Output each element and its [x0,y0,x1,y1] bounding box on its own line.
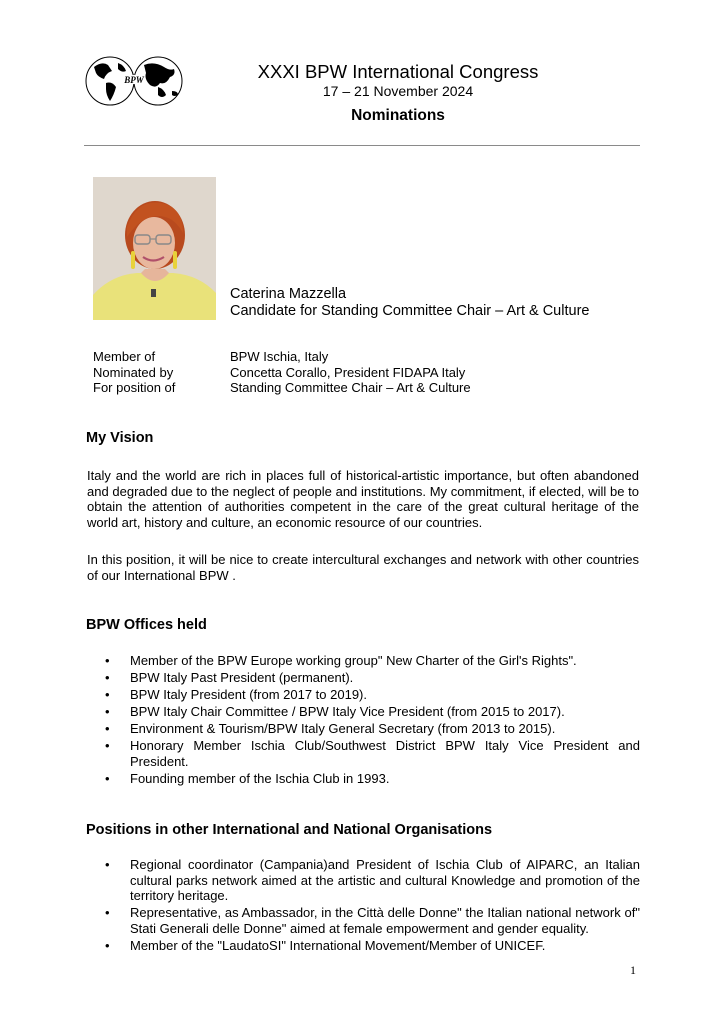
vision-heading: My Vision [86,430,154,446]
bullet: • [105,670,110,685]
list-item: • Founding member of the Ischia Club in 1993. [105,770,390,786]
offices-heading: BPW Offices held [86,617,207,633]
bullet: • [105,857,110,872]
header-divider [84,145,640,146]
candidate-name: Caterina Mazzella [230,286,347,302]
for-position-label: For position of [93,380,176,395]
bpw-globe-logo [84,55,184,107]
bullet: • [105,905,110,920]
bullet: • [105,937,110,953]
bullet: • [105,770,110,786]
list-item: • Regional coordinator (Campania)and President of Ischia Club of AIPARC, an Italian cultural parks network aimed at the artistic and cultural Knowledge and promotion of the territory heritage. [105,857,640,903]
congress-title: XXXI BPW International Congress [257,61,539,82]
for-position-value: Standing Committee Chair – Art & Culture [230,380,471,395]
bullet: • [105,653,110,668]
candidate-position: Candidate for Standing Committee Chair – Art & Culture [230,303,590,319]
vision-paragraph-1: Italy and the world are rich in places full of historical-artistic importance, but often abandoned and degraded due to the neglect of people and institutions. My commitment, if elected, will be to obtain the attention of authorities competent in the care of the great cultural heritage of the world art, history and culture, an economic resource of our countries. [87,468,639,530]
list-item: • BPW Italy President (from 2017 to 2019). [105,687,367,702]
page-number: 1 [630,963,636,977]
congress-dates: 17 – 21 November 2024 [322,83,474,99]
bullet: • [105,687,110,702]
list-item: • Honorary Member Ischia Club/Southwest District BPW Italy Vice President and President. [105,738,640,769]
svg-text:BPW: BPW [124,75,144,85]
positions-list [104,857,640,955]
nominated-by-value: Concetta Corallo, President FIDAPA Italy [230,365,466,380]
nominated-by-label: Nominated by [93,365,174,380]
offices-list [104,653,640,788]
bullet: • [105,738,110,753]
list-item: • Member of the "LaudatoSI" International Movement/Member of UNICEF. [105,937,546,953]
member-of-value: BPW Ischia, Italy [230,349,329,364]
section-title: Nominations [351,107,445,124]
vision-paragraph-2: In this position, it will be nice to create intercultural exchanges and network with other countries of our International BPW . [87,552,639,583]
list-item: • BPW Italy Chair Committee / BPW Italy Vice President (from 2015 to 2017). [105,704,565,719]
list-item: • Environment & Tourism/BPW Italy General Secretary (from 2013 to 2015). [105,721,556,736]
list-item: • BPW Italy Past President (permanent). [105,670,354,685]
bullet: • [105,721,110,736]
bullet: • [105,704,110,719]
candidate-photo [93,177,216,320]
positions-heading: Positions in other International and National Organisations [86,822,493,838]
member-of-label: Member of [93,349,156,364]
list-item: • Representative, as Ambassador, in the Città delle Donne" the Italian national network of" Stati Generali delle Donne" aimed at female empowerment and gender equality. [105,905,640,936]
list-item: • Member of the BPW Europe working group" New Charter of the Girl's Rights". [105,653,577,668]
